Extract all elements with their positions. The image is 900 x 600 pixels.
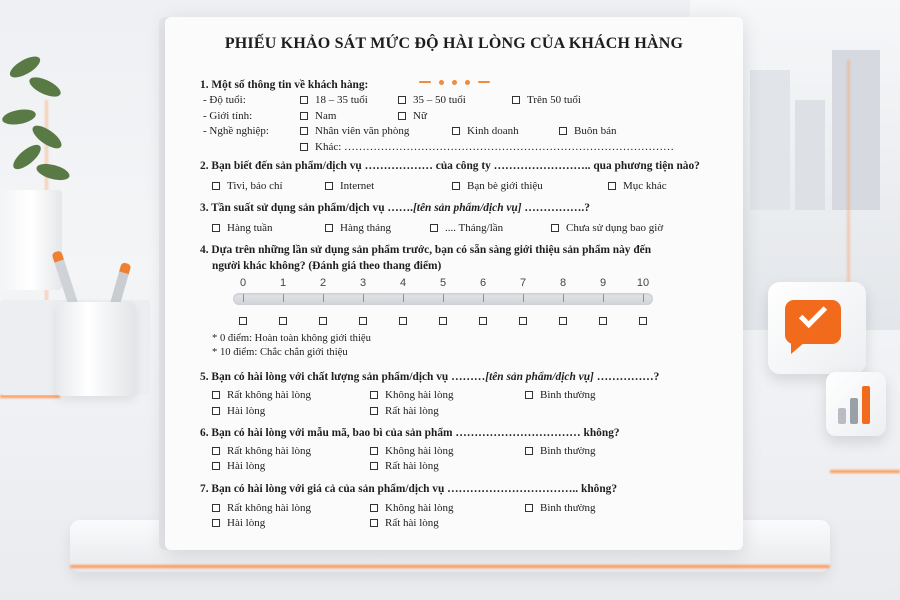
checkbox[interactable]	[452, 182, 460, 190]
gender-label: - Giới tính:	[203, 110, 253, 122]
scale-label: 3	[359, 277, 367, 289]
scale-label: 2	[319, 277, 327, 289]
checkbox[interactable]	[370, 391, 378, 399]
bar-chart-icon	[826, 372, 886, 436]
q7-option[interactable]: Không hài lòng	[370, 502, 453, 514]
q6-option[interactable]: Không hài lòng	[370, 445, 453, 457]
checkbox[interactable]	[212, 391, 220, 399]
question-5-title: 5. Bạn có hài lòng với chất lượng sản phẩm/dịch vụ ………[tên sản phẩm/dịch vụ] ……………?	[200, 371, 660, 383]
checkbox[interactable]	[525, 447, 533, 455]
checkbox[interactable]	[398, 96, 406, 104]
checkmark-tile	[768, 282, 866, 374]
q6-option[interactable]: Rất không hài lòng	[212, 445, 311, 457]
scale-label: 8	[559, 277, 567, 289]
checkbox[interactable]	[212, 519, 220, 527]
rating-checkbox[interactable]	[239, 317, 247, 325]
job-option[interactable]: Buôn bán	[559, 125, 616, 137]
q3-option[interactable]: .... Tháng/lần	[430, 222, 503, 234]
rating-checkbox[interactable]	[359, 317, 367, 325]
q5-option[interactable]: Bình thường	[525, 389, 595, 401]
gender-option[interactable]: Nữ	[398, 110, 427, 122]
survey-form	[165, 17, 743, 550]
checkbox[interactable]	[300, 127, 308, 135]
job-option[interactable]: Nhân viên văn phòng	[300, 125, 409, 137]
rating-scale-checkboxes	[225, 317, 655, 327]
question-4-title-line2: người khác không? (Đánh giá theo thang điểm)	[212, 260, 442, 272]
age-option[interactable]: 18 – 35 tuổi	[300, 94, 368, 106]
rating-checkbox[interactable]	[479, 317, 487, 325]
q2-option[interactable]: Mục khác	[608, 180, 667, 192]
rating-checkbox[interactable]	[519, 317, 527, 325]
scale-label: 0	[239, 277, 247, 289]
q7-option[interactable]: Bình thường	[525, 502, 595, 514]
neon-light	[70, 565, 830, 568]
rating-checkbox[interactable]	[439, 317, 447, 325]
checkbox[interactable]	[512, 96, 520, 104]
age-label: - Độ tuổi:	[203, 94, 246, 106]
scale-label: 7	[519, 277, 527, 289]
q3-option[interactable]: Hàng tháng	[325, 222, 391, 234]
form-title: PHIẾU KHẢO SÁT MỨC ĐỘ HÀI LÒNG CỦA KHÁCH HÀNG	[224, 35, 684, 52]
scale-label: 4	[399, 277, 407, 289]
gender-option[interactable]: Nam	[300, 110, 336, 122]
checkbox[interactable]	[370, 519, 378, 527]
rating-scale-ticks	[225, 294, 655, 304]
checkbox[interactable]	[525, 504, 533, 512]
scale-label: 1	[279, 277, 287, 289]
checkbox[interactable]	[452, 127, 460, 135]
checkbox[interactable]	[212, 224, 220, 232]
checkbox[interactable]	[370, 447, 378, 455]
job-other-option[interactable]: Khác: ………………………………………………………………………………	[300, 141, 674, 153]
checkbox[interactable]	[300, 112, 308, 120]
q7-option[interactable]: Rất không hài lòng	[212, 502, 311, 514]
checkbox[interactable]	[559, 127, 567, 135]
q3-option[interactable]: Hàng tuần	[212, 222, 273, 234]
checkbox[interactable]	[608, 182, 616, 190]
scale-label: 6	[479, 277, 487, 289]
checkbox[interactable]	[370, 462, 378, 470]
scale-label: 9	[599, 277, 607, 289]
question-1-title: 1. Một số thông tin về khách hàng:	[200, 79, 369, 91]
rating-checkbox[interactable]	[399, 317, 407, 325]
question-4-title: 4. Dựa trên những lần sử dụng sản phẩm trước, bạn có sẵn sàng giới thiệu sản phẩm này đến	[200, 244, 652, 256]
checkbox[interactable]	[398, 112, 406, 120]
q5-option[interactable]: Hài lòng	[212, 405, 265, 417]
neon-light	[0, 395, 60, 398]
checkbox[interactable]	[551, 224, 559, 232]
checkbox[interactable]	[370, 504, 378, 512]
rating-checkbox[interactable]	[559, 317, 567, 325]
rating-checkbox[interactable]	[599, 317, 607, 325]
neon-light	[847, 60, 850, 320]
q7-option[interactable]: Hài lòng	[212, 517, 265, 529]
rating-checkbox[interactable]	[279, 317, 287, 325]
checkbox[interactable]	[525, 391, 533, 399]
age-option[interactable]: 35 – 50 tuổi	[398, 94, 466, 106]
scale-label: 5	[439, 277, 447, 289]
question-7-title: 7. Bạn có hài lòng với giá cả của sản phẩm/dịch vụ …………………………….. không?	[200, 483, 618, 495]
question-2-title: 2. Bạn biết đến sản phẩm/dịch vụ ……………… của công ty …………………….. qua phương tiện nào?	[200, 160, 700, 172]
q2-option[interactable]: Internet	[325, 180, 374, 192]
plant-pot	[0, 190, 62, 290]
q5-option[interactable]: Không hài lòng	[370, 389, 453, 401]
checkbox[interactable]	[212, 182, 220, 190]
q6-option[interactable]: Hài lòng	[212, 460, 265, 472]
q6-option[interactable]: Rất hài lòng	[370, 460, 439, 472]
checkbox[interactable]	[212, 504, 220, 512]
checkbox[interactable]	[300, 143, 308, 151]
checkbox[interactable]	[212, 462, 220, 470]
rating-scale-labels	[225, 277, 655, 291]
rating-checkbox[interactable]	[319, 317, 327, 325]
q3-option[interactable]: Chưa sử dụng bao giờ	[551, 222, 663, 234]
q5-option[interactable]: Rất không hài lòng	[212, 389, 311, 401]
checkmark-bubble-icon	[785, 300, 841, 344]
checkbox[interactable]	[370, 407, 378, 415]
rating-checkbox[interactable]	[639, 317, 647, 325]
q2-option[interactable]: Tivi, báo chí	[212, 180, 283, 192]
neon-light	[830, 470, 900, 473]
checkbox[interactable]	[325, 224, 333, 232]
question-6-title: 6. Bạn có hài lòng với mẫu mã, bao bì của sản phẩm …………………………… không?	[200, 427, 620, 439]
pen-cup	[56, 302, 136, 396]
job-label: - Nghề nghiệp:	[203, 125, 269, 137]
checkbox[interactable]	[212, 447, 220, 455]
question-3-title: 3. Tần suất sử dụng sản phẩm/dịch vụ …….[tên sản phẩm/dịch vụ] …………….?	[200, 202, 590, 214]
checkbox[interactable]	[212, 407, 220, 415]
q6-option[interactable]: Bình thường	[525, 445, 595, 457]
q7-option[interactable]: Rất hài lòng	[370, 517, 439, 529]
scale-note-max: * 10 điểm: Chắc chắn giới thiệu	[212, 347, 348, 358]
q5-option[interactable]: Rất hài lòng	[370, 405, 439, 417]
scale-note-min: * 0 điểm: Hoàn toàn không giới thiệu	[212, 333, 371, 344]
checkbox[interactable]	[300, 96, 308, 104]
age-option[interactable]: Trên 50 tuổi	[512, 94, 581, 106]
checkbox[interactable]	[325, 182, 333, 190]
scale-label: 10	[636, 277, 650, 289]
q2-option[interactable]: Bạn bè giới thiệu	[452, 180, 543, 192]
checkbox[interactable]	[430, 224, 438, 232]
job-option[interactable]: Kinh doanh	[452, 125, 519, 137]
